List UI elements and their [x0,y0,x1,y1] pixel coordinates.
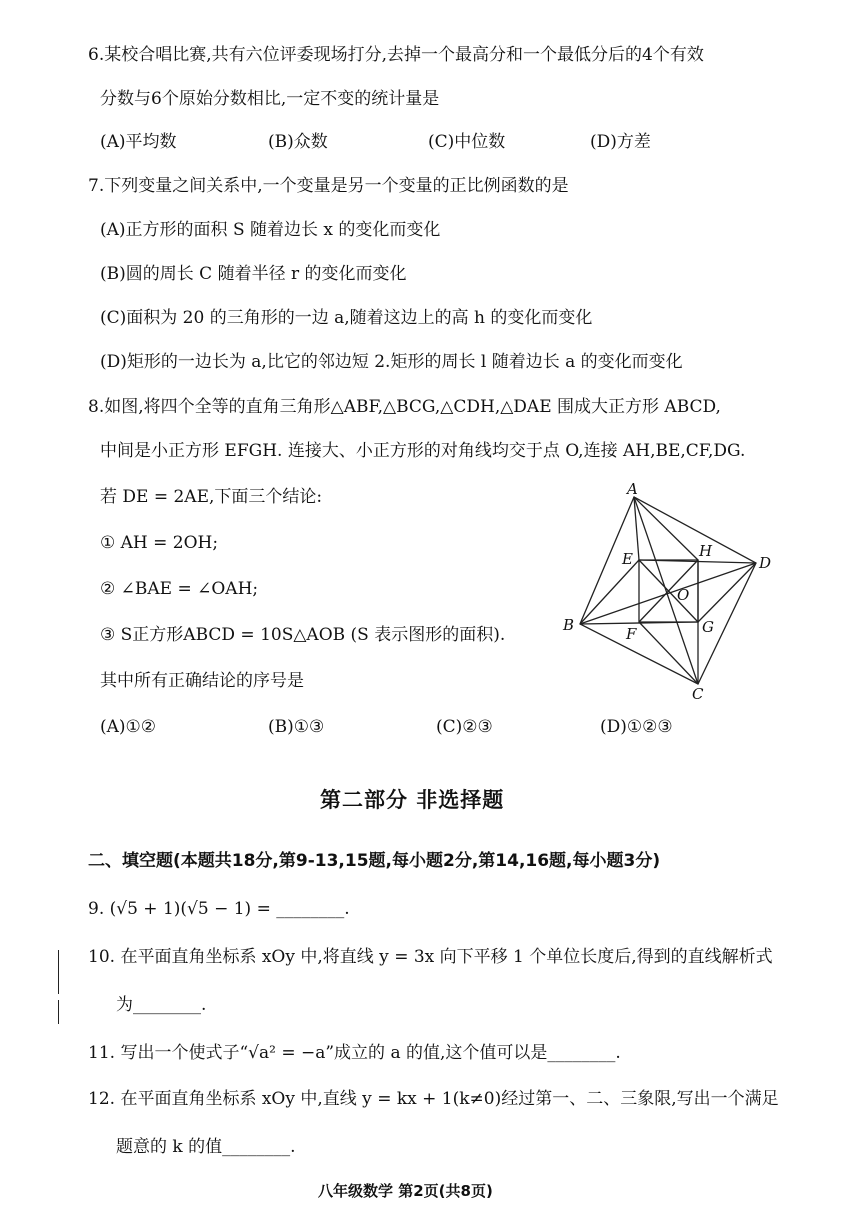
q6-line2: 分数与6个原始分数相比,一定不变的统计量是 [100,89,440,109]
q8-option-b: (B)①③ [268,717,325,737]
q10-line1: 10. 在平面直角坐标系 xOy 中,将直线 y = 3x 向下平移 1 个单位长度后,得到的直线解析式 [88,947,773,967]
fig-label-h: H [699,542,713,560]
q11-text: 11. 写出一个使式子“√a² = −a”成立的 a 的值,这个值可以是________. [88,1043,621,1063]
q8-line2: 中间是小正方形 EFGH. 连接大、小正方形的对角线均交于点 O,连接 AH,BE,CF,DG. [100,441,746,461]
q8-ask: 其中所有正确结论的序号是 [100,671,304,691]
q8-option-d: (D)①②③ [600,717,673,737]
q7-option-a: (A)正方形的面积 S 随着边长 x 的变化而变化 [100,220,441,240]
q8-conclusion-2: ② ∠BAE = ∠OAH; [100,579,259,599]
q7-option-b: (B)圆的周长 C 随着半径 r 的变化而变化 [100,264,407,284]
section2-header: 二、填空题(本题共18分,第9-13,15题,每小题2分,第14,16题,每小题3分) [88,851,661,871]
part2-title: 第二部分 非选择题 [320,788,505,812]
fig-label-f: F [626,625,637,643]
q7-stem: 7.下列变量之间关系中,一个变量是另一个变量的正比例函数的是 [88,176,569,196]
margin-mark-1 [58,950,59,994]
q12-line2: 题意的 k 的值________. [116,1137,296,1157]
q8-line1: 8.如图,将四个全等的直角三角形△ABF,△BCG,△CDH,△DAE 围成大正方形 ABCD, [88,397,721,417]
q8-option-c: (C)②③ [436,717,493,737]
q7-option-c: (C)面积为 20 的三角形的一边 a,随着这边上的高 h 的变化而变化 [100,308,593,328]
fig-label-c: C [692,685,704,700]
q6-line1: 6.某校合唱比赛,共有六位评委现场打分,去掉一个最高分和一个最低分后的4个有效 [88,45,704,65]
q8-line3: 若 DE = 2AE,下面三个结论: [100,487,323,507]
page-footer: 八年级数学 第2页(共8页) [318,1182,493,1200]
q9-text: 9. (√5 + 1)(√5 − 1) = ________. [88,899,350,919]
q8-option-a: (A)①② [100,717,157,737]
q6-option-b: (B)众数 [268,132,328,152]
fig-label-d: D [759,554,772,572]
fig-label-e: E [622,550,633,568]
q6-option-a: (A)平均数 [100,132,177,152]
q6-option-c: (C)中位数 [428,132,506,152]
fig-label-b: B [563,616,575,634]
q7-option-d: (D)矩形的一边长为 a,比它的邻边短 2.矩形的周长 l 随着边长 a 的变化而变化 [100,352,683,372]
q8-figure [555,478,785,700]
margin-mark-2 [58,1000,59,1024]
q6-option-d: (D)方差 [590,132,651,152]
fig-label-o: O [677,586,690,604]
q12-line1: 12. 在平面直角坐标系 xOy 中,直线 y = kx + 1(k≠0)经过第一、二、三象限,写出一个满足 [88,1089,779,1109]
q8-conclusion-1: ① AH = 2OH; [100,533,219,553]
q8-conclusion-3: ③ S正方形ABCD = 10S△AOB (S 表示图形的面积). [100,625,506,645]
fig-label-a: A [627,480,638,498]
fig-label-g: G [702,618,714,636]
q10-line2: 为________. [116,995,207,1015]
